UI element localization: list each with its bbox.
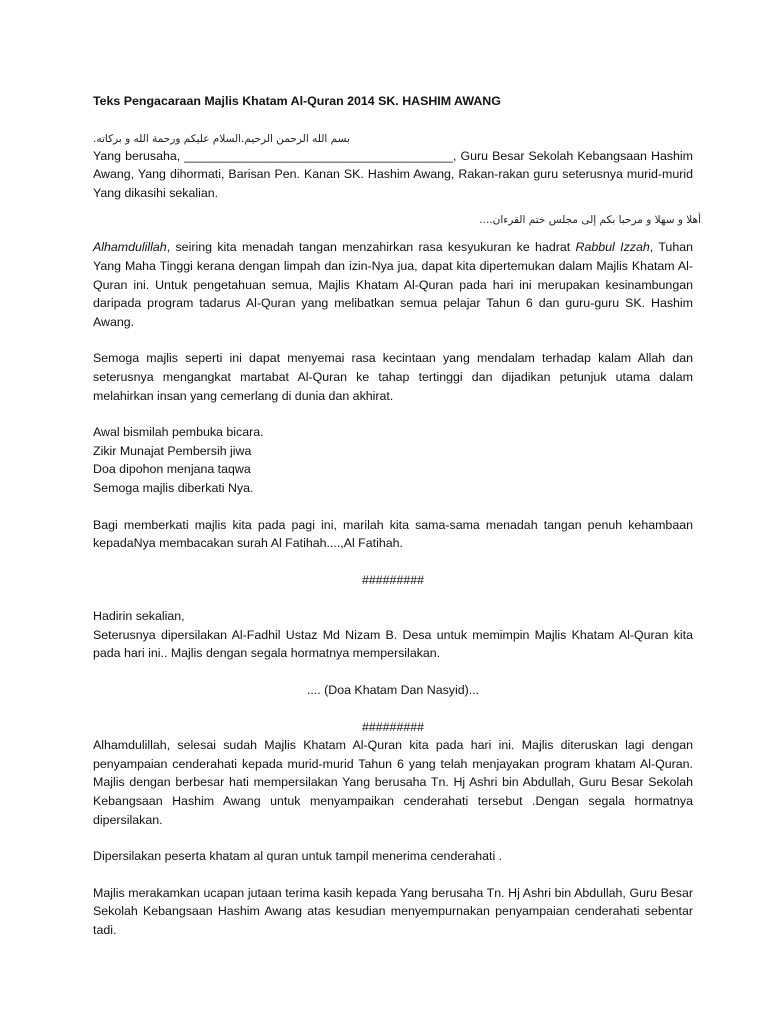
thanks-paragraph: Majlis merakamkan ucapan jutaan terima kasih kepada Yang berusaha Tn. Hj Ashri bin Abdullah, Guru Besar Sekolah Kebangsaan Hashim Awang atas kesudian menyempurnakan penyampaian cenderahati sebentar tadi. — [93, 885, 693, 937]
fatihah-paragraph: Bagi memberkati majlis kita pada pagi ini, marilah kita sama-sama menadah tangan penuh kehambaan kepadaNya membacakan surah Al Fatihah....,Al Fatihah. — [93, 517, 693, 551]
opening-paragraph — [93, 238, 693, 331]
hope-paragraph: Semoga majlis seperti ini dapat menyemai rasa kecintaan yang mendalam terhadap kalam Allah dan seterusnya mengangkat martabat Al-Quran ke tahap tertinggi dan dijadikan petunjuk utama dalam melahirkan insan yang cemerlang di dunia dan akhirat. — [93, 351, 693, 403]
salutation-rest: , Guru Besar Sekolah Kebangsaan Hashim Awang, Yang dihormati, Barisan Pen. Kanan SK. Hashim Awang, Rakan-rakan guru seterusnya murid-murid Yang dikasihi sekalian. — [93, 148, 693, 200]
section-separator: ######### — [361, 719, 425, 734]
poem-line: Semoga majlis diberkati Nya. — [93, 480, 254, 495]
hadirin-line: Hadirin sekalian, — [93, 609, 185, 624]
poem-line: Doa dipohon menjana taqwa — [93, 462, 251, 477]
opening-text-b: , Tuhan Yang Maha Tinggi kerana dengan limpah dan izin-Nya jua, dapat kita dipertemukan dalam Majlis Khatam Al-Quran ini. Untuk pengetahuan semua, Majlis Khatam Al-Quran pada hari ini merupakan kesinambungan daripada program tadarus Al-Quran yang melibatkan semua pelajar Tahun 6 dan guru-guru SK. Hashim Awang. — [93, 240, 693, 329]
salutation-blank: _______________________________________ — [184, 148, 454, 163]
poem-line: Awal bismilah pembuka bicara. — [93, 425, 264, 440]
salutation-paragraph — [93, 147, 693, 203]
arabic-welcome: أهلا و سهلا و مرحبا بكم إلى مجلس ختم القرءان.... — [479, 214, 701, 227]
poem-block — [93, 423, 693, 497]
invite-ustaz-paragraph: Seterusnya dipersilakan Al-Fadhil Ustaz Md Nizam B. Desa untuk memimpin Majlis Khatam Al-Quran kita pada hari ini.. Majlis dengan segala hormatnya mempersilakan. — [93, 627, 693, 661]
doa-khatam-line: .... (Doa Khatam Dan Nasyid)... — [306, 683, 480, 698]
opening-text-a: , seiring kita menadah tangan menzahirkan rasa kesyukuran ke hadrat — [166, 240, 576, 255]
cenderahati-paragraph: Alhamdulillah, selesai sudah Majlis Khatam Al-Quran kita pada hari ini. Majlis diteruskan lagi dengan penyampaian cenderahati kepada murid-murid Tahun 6 yang telah menjayakan program khatam Al-Quran. Majlis dengan berbesar hati mempersilakan Yang berusaha Tn. Hj Ashri bin Abdullah, Guru Besar Sekolah Kebangsaan Hashim Awang untuk menyampaikan cenderahati tersebut .Dengan segala hormatnya dipersilakan. — [93, 738, 693, 827]
poem-line: Zikir Munajat Pembersih jiwa — [93, 443, 252, 458]
document-title: Teks Pengacaraan Majlis Khatam Al-Quran 2014 SK. HASHIM AWANG — [93, 94, 501, 108]
section-separator: ######### — [361, 572, 425, 587]
arabic-greeting: بسم الله الرحمن الرحيم.السلام عليكم ورحمة الله و بركاته. — [93, 132, 350, 145]
document-body — [93, 92, 701, 940]
rabbul-izzah-italic: Rabbul Izzah — [575, 240, 650, 255]
alhamdulillah-italic: Alhamdulillah — [93, 240, 167, 255]
salutation-prefix: Yang berusaha, — [93, 148, 181, 163]
peserta-paragraph: Dipersilakan peserta khatam al quran untuk tampil menerima cenderahati . — [93, 849, 503, 864]
